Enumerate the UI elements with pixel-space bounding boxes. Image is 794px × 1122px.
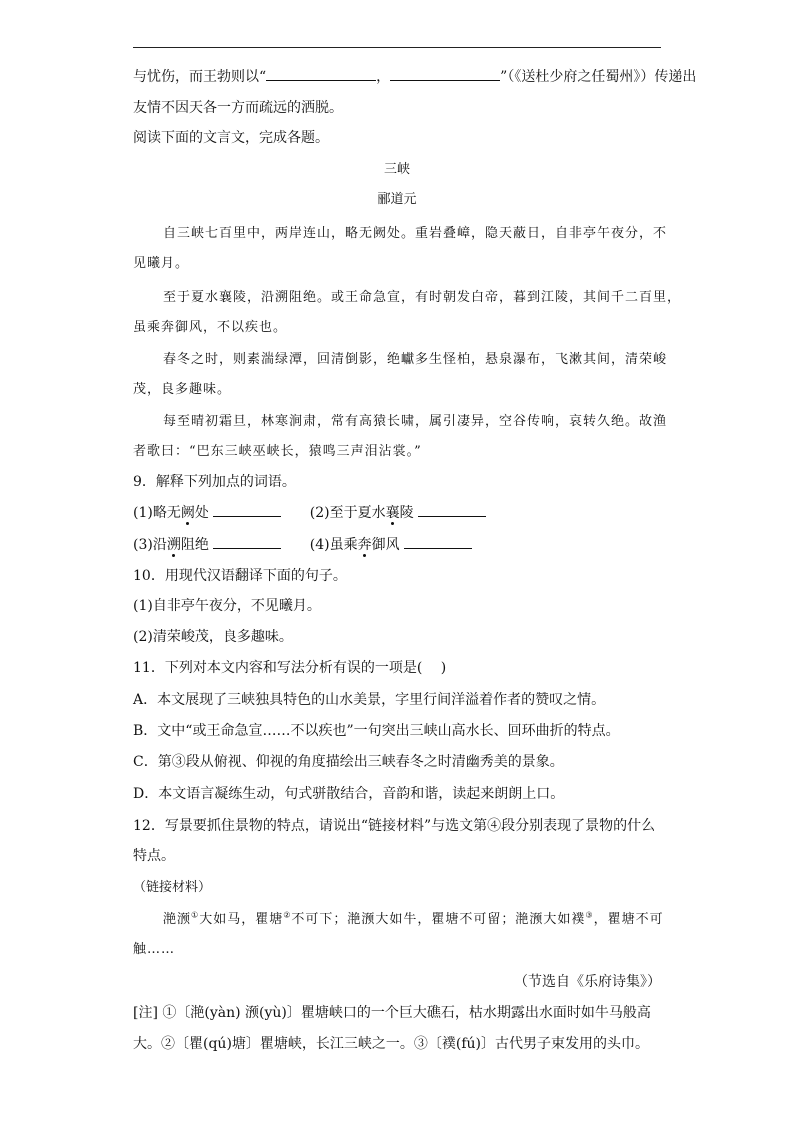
passage-p1-line1: 自三峡七百里中，两岸连山，略无阙处。重岩叠嶂，隐天蔽日，自非亭午夜分，不: [163, 226, 668, 241]
answer-blank[interactable]: [213, 502, 281, 517]
passage-p4-line1: 每至晴初霜旦，林寒涧肃，常有高猿长啸，属引凄异，空谷传响，哀转久绝。故渔: [163, 414, 668, 429]
q11-option-a: A．本文展现了三峡独具特色的山水美景，字里行间洋溢着作者的赞叹之情。: [133, 692, 606, 708]
q10-sentence-2: (2)清荣峻茂，良多趣味。: [133, 629, 293, 645]
q9-row-2: (3)沿溯阻绝 (4)虽乘奔御风: [133, 534, 472, 555]
passage-p4-line2: 者歌曰：“巴东三峡巫峡长，猿鸣三声泪沾裳。”: [133, 444, 422, 459]
answer-blank[interactable]: [404, 534, 472, 549]
dotted-word: 溯: [166, 537, 181, 553]
dotted-word: 奔: [357, 537, 372, 553]
source-citation: （节选自《乐府诗集》）: [514, 974, 661, 990]
link-material-label: （链接材料）: [133, 880, 212, 895]
dotted-word: 襄: [385, 505, 400, 521]
passage-title: 三峡: [383, 162, 410, 177]
answer-blank[interactable]: [213, 534, 281, 549]
passage-p3-line2: 茂，良多趣味。: [133, 382, 232, 397]
link-material-line2: 触……: [133, 942, 176, 957]
header-rule: [133, 47, 661, 48]
q9-row-1: (1)略无阙处 (2)至于夏水襄陵: [133, 502, 486, 523]
note-line2: 大。②〔瞿(qú)塘〕瞿塘峡，长江三峡之一。③〔襆(fú)〕古代男子束发用的头巾。: [133, 1036, 650, 1052]
passage-p2-line1: 至于夏水襄陵，沿溯阻绝。或王命急宣，有时朝发白帝，暮到江陵，其间千二百里，: [163, 290, 682, 305]
q11-option-c: C．第③段从俯视、仰视的角度描绘出三峡春冬之时清幽秀美的景象。: [133, 754, 564, 770]
q12-stem-line1: 12．写景要抓住景物的特点，请说出“链接材料”与选文第④段分别表现了景物的什么: [133, 818, 656, 834]
q10-stem: 10．用现代汉语翻译下面的句子。: [133, 568, 347, 584]
answer-blank[interactable]: [390, 66, 500, 81]
intro-line-1: 与忧伤，而王勃则以“ ， ”（《送杜少府之任蜀州》）传递出: [133, 66, 696, 87]
dotted-word: 阙: [180, 505, 195, 521]
q12-stem-line2: 特点。: [133, 848, 175, 864]
passage-p1-line2: 见曦月。: [133, 256, 190, 271]
q11-stem: 11．下列对本文内容和写法分析有误的一项是( ): [133, 660, 447, 676]
answer-blank[interactable]: [418, 502, 486, 517]
intro-line-2: 友情不因天各一方而疏远的洒脱。: [133, 100, 343, 116]
passage-p3-line1: 春冬之时，则素湍绿潭，回清倒影，绝巘多生怪柏，悬泉瀑布，飞漱其间，清荣峻: [163, 352, 668, 367]
q9-stem: 9．解释下列加点的词语。: [133, 474, 296, 490]
passage-p2-line2: 虽乘奔御风，不以疾也。: [133, 320, 288, 335]
q11-option-d: D．本文语言凝练生动，句式骈散结合，音韵和谐，读起来朗朗上口。: [133, 786, 565, 802]
q11-option-b: B．文中“或王命急宣……不以疾也”一句突出三峡山高水长、回环曲折的特点。: [133, 723, 620, 739]
passage-author: 郦道元: [377, 192, 417, 207]
answer-blank[interactable]: [266, 66, 376, 81]
q10-sentence-1: (1)自非亭午夜分，不见曦月。: [133, 598, 321, 614]
note-line1: [注] ①〔滟(yàn) 滪(yù)〕瞿塘峡口的一个巨大礁石，枯水期露出水面时如牛马般高: [133, 1005, 651, 1021]
link-material-line1: 滟滪①大如马，瞿塘②不可下；滟滪大如牛，瞿塘不可留；滟滪大如襆③，瞿塘不可: [163, 910, 664, 927]
reading-instruction: 阅读下面的文言文，完成各题。: [133, 130, 329, 146]
